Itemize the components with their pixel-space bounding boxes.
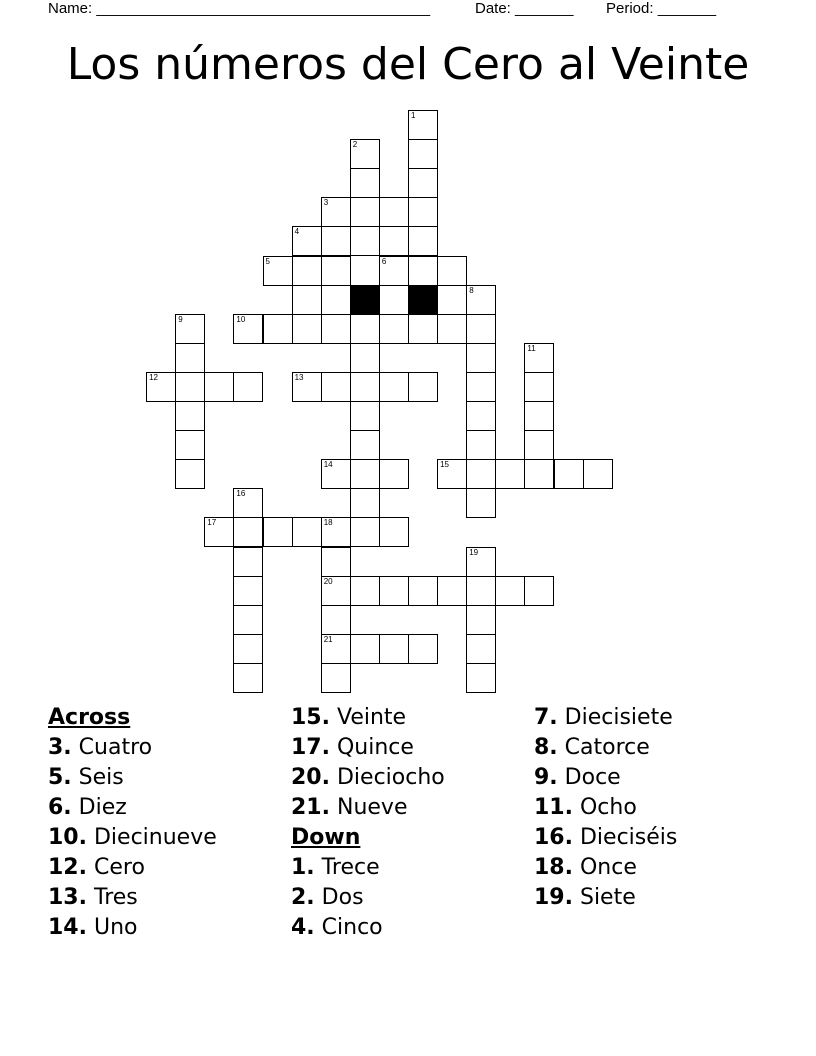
clue-number-label: 18 [323,518,333,528]
crossword-cell[interactable] [524,372,554,402]
blacked-out-cell [350,285,380,315]
crossword-cell[interactable] [379,197,409,227]
crossword-cell[interactable] [466,285,496,315]
crossword-cell[interactable] [204,517,234,547]
crossword-cell[interactable] [292,517,322,547]
crossword-cell[interactable] [524,343,554,373]
crossword-cell[interactable] [437,576,467,606]
crossword-cell[interactable] [175,314,205,344]
crossword-cell[interactable] [466,488,496,518]
crossword-cell[interactable] [204,372,234,402]
crossword-cell[interactable] [437,314,467,344]
clue-number-label: 17 [207,518,217,528]
clue-number-label: 19 [469,547,479,557]
crossword-cell[interactable] [350,634,380,664]
crossword-cell[interactable] [408,139,438,169]
crossword-cell[interactable] [292,314,322,344]
crossword-cell[interactable] [466,343,496,373]
blacked-out-cell [408,285,438,315]
crossword-cell[interactable] [408,110,438,140]
crossword-cell[interactable] [233,634,263,664]
crossword-cell[interactable] [524,576,554,606]
clue-down-9: 9. Doce [534,765,621,790]
clue-down-4: 4. Cinco [291,915,383,940]
clue-number-label: 4 [294,227,300,237]
clues-column-1 [48,703,288,943]
crossword-cell[interactable] [408,314,438,344]
clue-number-label: 21 [323,634,333,644]
clue-number-label: 13 [294,372,304,382]
crossword-cell[interactable] [321,256,351,286]
clue-down-18: 18. Once [534,855,637,880]
clue-number-label: 7 [352,285,358,295]
crossword-cell[interactable] [321,663,351,693]
crossword-cell[interactable] [379,256,409,286]
crossword-cell[interactable] [321,605,351,635]
clue-down-8: 8. Catorce [534,735,650,760]
crossword-cell[interactable] [408,197,438,227]
crossword-cell[interactable] [379,634,409,664]
crossword-cell[interactable] [350,372,380,402]
clue-across-3: 3. Cuatro [48,735,153,760]
crossword-cell[interactable] [495,459,525,489]
clue-across-10: 10. Diecinueve [48,825,217,850]
clue-number-label: 1 [411,111,416,120]
crossword-cell[interactable] [350,401,380,431]
crossword-cell[interactable] [466,372,496,402]
clue-number-label: 14 [323,460,333,470]
crossword-cell[interactable] [233,663,263,693]
clues-column-3 [534,703,774,913]
crossword-cell[interactable] [437,459,467,489]
clue-down-1: 1. Trece [291,855,380,880]
name-field-label[interactable]: Name: ________________________________________ [48,0,431,17]
crossword-cell[interactable] [263,256,293,286]
crossword-cell[interactable] [524,459,554,489]
clue-down-7: 7. Diecisiete [534,705,673,730]
crossword-cell[interactable] [350,314,380,344]
crossword-cell[interactable] [408,634,438,664]
crossword-cell[interactable] [233,372,263,402]
crossword-cell[interactable] [466,459,496,489]
crossword-cell[interactable] [292,372,322,402]
clue-number-label: 11 [527,343,536,353]
clue-across-13: 13. Tres [48,885,138,910]
crossword-cell[interactable] [233,517,263,547]
clue-down-19: 19. Siete [534,885,636,910]
crossword-cell[interactable] [233,547,263,577]
clue-number-label: 5 [265,256,270,266]
crossword-cell[interactable] [379,372,409,402]
crossword-cell[interactable] [495,576,525,606]
crossword-cell[interactable] [350,459,380,489]
crossword-cell[interactable] [408,372,438,402]
crossword-cell[interactable] [408,256,438,286]
clue-across-20: 20. Dieciocho [291,765,445,790]
crossword-cell[interactable] [321,634,351,664]
crossword-cell[interactable] [466,605,496,635]
crossword-cell[interactable] [466,576,496,606]
crossword-cell[interactable] [350,517,380,547]
crossword-cell[interactable] [350,343,380,373]
crossword-cell[interactable] [379,314,409,344]
crossword-cell[interactable] [583,459,613,489]
crossword-cell[interactable] [292,226,322,256]
across-heading: Across [48,705,131,730]
clue-number-label: 6 [381,256,387,266]
period-field-label[interactable]: Period: _______ [606,0,717,17]
crossword-cell[interactable] [554,459,584,489]
crossword-cell[interactable] [321,459,351,489]
clue-across-12: 12. Cero [48,855,145,880]
crossword-cell[interactable] [524,430,554,460]
clue-number-label: 10 [236,314,246,324]
crossword-cell[interactable] [292,285,322,315]
crossword-cell[interactable] [175,459,205,489]
crossword-cell[interactable] [233,576,263,606]
clue-across-21: 21. Nueve [291,795,408,820]
crossword-cell[interactable] [379,576,409,606]
crossword-cell[interactable] [321,517,351,547]
crossword-cell[interactable] [321,576,351,606]
crossword-cell[interactable] [350,430,380,460]
clue-down-2: 2. Dos [291,885,364,910]
clue-number-label: 3 [323,198,329,208]
clue-down-16: 16. Dieciséis [534,825,678,850]
crossword-cell[interactable] [292,256,322,286]
crossword-cell[interactable] [321,197,351,227]
clue-across-14: 14. Uno [48,915,138,940]
clue-number-label: 16 [236,489,246,499]
crossword-cell[interactable] [175,430,205,460]
crossword-cell[interactable] [408,168,438,198]
crossword-cell[interactable] [379,517,409,547]
clue-across-6: 6. Diez [48,795,127,820]
crossword-cell[interactable] [379,459,409,489]
crossword-cell[interactable] [466,634,496,664]
page-title: Los números del Cero al Veinte [66,39,750,90]
crossword-cell[interactable] [175,401,205,431]
crossword-cell[interactable] [466,663,496,693]
crossword-cell[interactable] [321,226,351,256]
clue-number-label: 2 [352,140,358,150]
clue-number-label: 15 [440,460,449,470]
crossword-cell[interactable] [350,226,380,256]
crossword-cell[interactable] [466,430,496,460]
crossword-cell[interactable] [466,401,496,431]
crossword-cell[interactable] [175,372,205,402]
crossword-cell[interactable] [466,314,496,344]
crossword-cell[interactable] [175,343,205,373]
clue-across-5: 5. Seis [48,765,124,790]
clues-column-2 [291,703,531,943]
clue-number-label: 20 [323,576,333,586]
down-heading: Down [291,825,361,850]
crossword-cell[interactable] [146,372,176,402]
crossword-cell[interactable] [350,576,380,606]
crossword-cell[interactable] [233,314,263,344]
crossword-cell[interactable] [321,372,351,402]
crossword-cell[interactable] [263,517,293,547]
clue-number-label: 12 [149,372,158,382]
crossword-cell[interactable] [466,547,496,577]
clue-across-15: 15. Veinte [291,705,407,730]
crossword-cell[interactable] [233,488,263,518]
crossword-cell[interactable] [408,576,438,606]
crossword-cell[interactable] [350,168,380,198]
crossword-cell[interactable] [350,488,380,518]
clue-number-label: 9 [178,314,183,324]
crossword-cell[interactable] [379,226,409,256]
crossword-cell[interactable] [321,547,351,577]
crossword-cell[interactable] [321,314,351,344]
crossword-cell[interactable] [524,401,554,431]
clue-number-label: 8 [469,285,474,295]
crossword-cell[interactable] [350,197,380,227]
clue-down-11: 11. Ocho [534,795,637,820]
date-field-label[interactable]: Date: _______ [475,0,574,17]
crossword-cell[interactable] [233,605,263,635]
crossword-cell[interactable] [263,314,293,344]
crossword-cell[interactable] [408,226,438,256]
crossword-cell[interactable] [350,139,380,169]
clue-across-17: 17. Quince [291,735,414,760]
crossword-cell[interactable] [437,256,467,286]
